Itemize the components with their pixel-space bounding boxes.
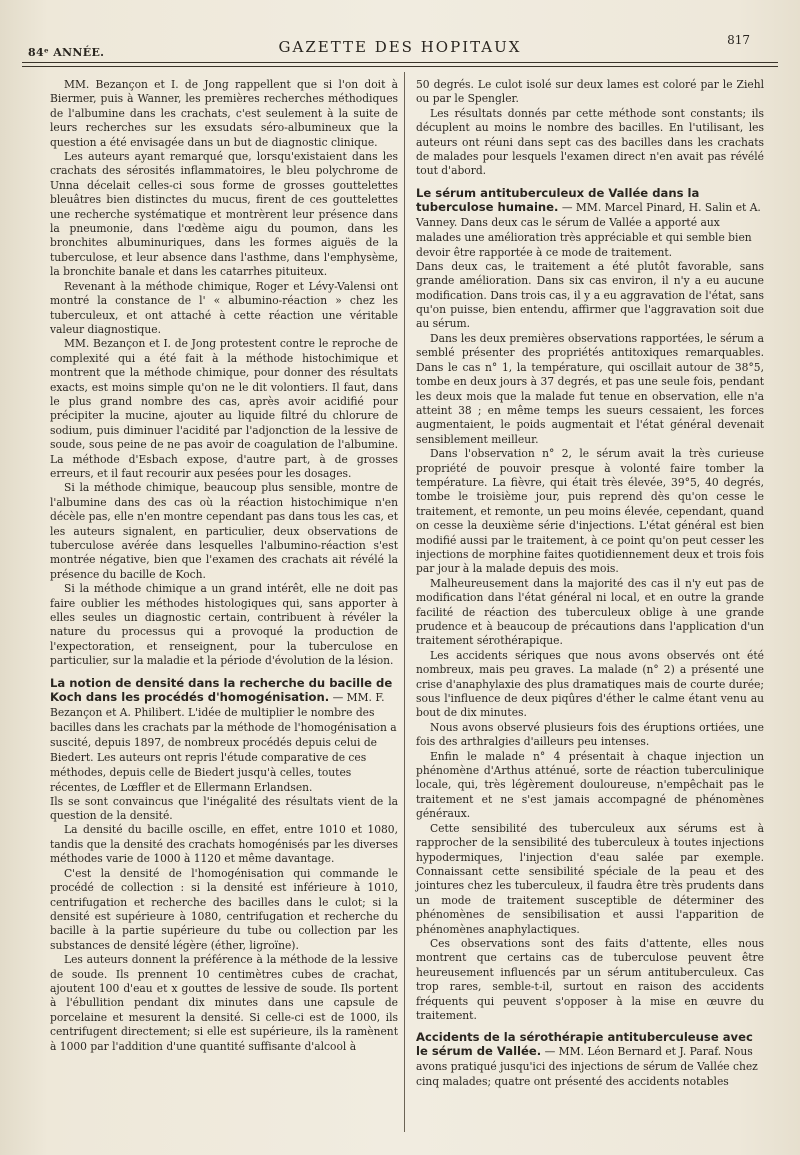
paragraph: Malheureusement dans la majorité des cas il n'y eut pas de modification dans l'état général ni local, et en outre la grande facilité de réaction des tuberculeux oblige à une grande prudence et à beaucoup de précautions dans l'application d'un traitement sérothérapique. xyxy=(416,576,764,648)
header-rule-thin xyxy=(22,66,778,67)
header-rule-thick xyxy=(22,62,778,63)
paragraph: Dans les deux premières observations rapportées, le sérum a semblé présenter des propriétés antitoxiques remarquables. Dans le cas n° 1, la température, qui oscillait autour de 38°5, tombe en deux jours à 37 degrés, et pas une seule fois, pendant les deux mois que la malade fut tenue en observation, elle n'a atteint 38 ; en même temps les sueurs cessaient, les forces augmentaient, le poids augmentait et l'état général devenait sensiblement meilleur. xyxy=(416,331,764,446)
paragraph: C'est la densité de l'homogénisation qui commande le procédé de collection : si la densité est inférieure à 1010, centrifugation et recherche des bacilles dans le culot; si la densité est supérieure à 1080, centrifugation et recherche du bacille à la partie supérieure du tube ou collection par les substances de densité légère (éther, ligroïne). xyxy=(50,866,398,952)
section-heading xyxy=(416,1030,764,1089)
section-heading-lead: — MM. Marcel Pinard, H. Salin et A. Vanney. Dans deux cas le sérum de Vallée a apporté aux malades une amélioration très appréciable et qui semble bien devoir être rapportée à ce mode de traitement. xyxy=(416,200,761,259)
section-heading-lead: — MM. Léon Bernard et J. Paraf. Nous avons pratiqué jusqu'ici des injections de sérum de Vallée chez cinq malades; quatre ont présenté des accidents notables xyxy=(416,1045,758,1089)
journal-title: GAZETTE DES HOPITAUX xyxy=(278,38,522,56)
paragraph: Dans deux cas, le traitement a été plutôt favorable, sans grande amélioration. Dans six cas environ, il n'y a eu aucune modification. Dans trois cas, il y a eu aggravation de l'état, sans qu'on puisse, bien entendu, affirmer que l'aggravation soit due au sérum. xyxy=(416,259,764,331)
paragraph: MM. Bezançon et I. de Jong protestent contre le reproche de complexité qui a été fait à la méthode histochimique et montrent que la méthode chimique, pour donner des résultats exacts, est moins simple qu'on ne le dit volontiers. Il faut, dans le plus grand nombre des cas, après avoir acidifié pour précipiter la mucine, ajouter au liquide filtré du chlorure de sodium, puis diminuer l'acidité par l'adjonction de la lessive de soude, sous peine de ne pas avoir de coagulation de l'albumine. La méthode d'Esbach expose, d'autre part, à de grosses erreurs, et il faut recourir aux pesées pour les dosages. xyxy=(50,337,398,480)
paragraph: Cette sensibilité des tuberculeux aux sérums est à rapprocher de la sensibilité des tuberculeux à toutes injections hypodermiques, l'injection d'eau salée par exemple. Connaissant cette sensibilité spéciale de la peau et des jointures chez les tuberculeux, il faudra être très prudents dans un mode de traitement susceptible de déterminer des phénomènes de sensibilisation et aussi l'apparition de phénomènes anaphylactiques. xyxy=(416,821,764,936)
year-label: 84ᵉ ANNÉE. xyxy=(28,46,105,59)
paragraph: Les auteurs donnent la préférence à la méthode de la lessive de soude. Ils prennent 10 centimètres cubes de crachat, ajoutent 100 d'eau et x gouttes de lessive de soude. Ils portent à l'ébullition pendant dix minutes dans une capsule de porcelaine et mesurent la densité. Si celle-ci est de 1000, ils centrifugent directement; si elle est supérieure, ils la ramènent à 1000 par l'addition d'une quantité suffisante d'alcool à xyxy=(50,953,398,1053)
section-heading xyxy=(50,676,398,795)
section-heading-title: La notion de densité dans la recherche du bacille de Koch dans les procédés d'homogénisation. xyxy=(50,675,393,704)
paragraph: Les auteurs ayant remarqué que, lorsqu'existaient dans les crachats des sérosités inflammatoires, le bleu polychrome de Unna décelait celles-ci sous forme de grosses gouttelettes bleuâtres bien distinctes du mucus, firent de ces gouttelettes une recherche systématique et montrèrent leur présence dans la pneumonie, dans l'œdème aigu du poumon, dans les bronchites albuminuriques, dans les formes aiguës de la tuberculose, et leur absence dans l'asthme, dans l'emphysème, la bronchite banale et dans les catarrhes pituiteux. xyxy=(50,150,398,279)
paragraph: Enfin le malade n° 4 présentait à chaque injection un phénomène d'Arthus atténué, sorte de réaction tuberculinique locale, qui, très légèrement douloureuse, n'empêchait pas le traitement et ne s'est jamais accompagné de phénomènes généraux. xyxy=(416,749,764,821)
paragraph: Si la méthode chimique a un grand intérêt, elle ne doit pas faire oublier les méthodes histologiques qui, sans apporter à elles seules un diagnostic certain, contribuent à révéler la nature du processus qui a provoqué la production de l'expectoration, et renseignent, pour la tuberculose en particulier, sur la maladie et la période d'évolution de la lésion. xyxy=(50,582,398,668)
paragraph: Dans l'observation n° 2, le sérum avait la très curieuse propriété de pouvoir presque à volonté faire tomber la température. La fièvre, qui était très élevée, 39°5, 40 degrés, tombe le troisième jour, puis reprend dès qu'on cesse le traitement, et remonte, un peu moins élevée, cependant, quand on cesse la deuxième série d'injections. L'état général est bien modifié aussi par le traitement, à ce point qu'on peut cesser les injections de morphine faites quotidiennement deux et trois fois par jour à la malade depuis des mois. xyxy=(416,447,764,576)
column-divider xyxy=(404,72,405,1132)
right-column xyxy=(416,78,764,1089)
paragraph: Si la méthode chimique, beaucoup plus sensible, montre de l'albumine dans des cas où la réaction histochimique n'en décèle pas, elle n'en montre cependant pas dans tous les cas, et les auteurs signalent, en particulier, deux observations de tuberculose avérée dans lesquelles l'albumino-réaction s'est montrée négative, bien que l'examen des crachats ait révélé la présence du bacille de Koch. xyxy=(50,481,398,581)
section-heading-title: Le sérum antituberculeux de Vallée dans la tuberculose humaine. xyxy=(416,185,700,214)
page-number: 817 xyxy=(727,33,750,47)
paragraph: Revenant à la méthode chimique, Roger et Lévy-Valensi ont montré la constance de l' « albumino-réaction » chez les tuberculeux, et ont attaché à cette réaction une véritable valeur diagnostique. xyxy=(50,279,398,336)
paragraph: MM. Bezançon et I. de Jong rappellent que si l'on doit à Biermer, puis à Wanner, les premières recherches méthodiques de l'albumine dans les crachats, c'est seulement à la suite de leurs recherches sur les exsudats séro-albumineux que la question a été envisagée dans un but de diagnostic clinique. xyxy=(50,78,398,149)
section-heading xyxy=(416,186,764,260)
paragraph: Ces observations sont des faits d'attente, elles nous montrent que certains cas de tuberculose peuvent être heureusement influencés par un sérum antituberculeux. Cas trop rares, semble-t-il, surtout en raison des accidents fréquents qui peuvent s'opposer à la mise en œuvre du traitement. xyxy=(416,936,764,1022)
paragraph: Les accidents sériques que nous avons observés ont été nombreux, mais peu graves. La malade (n° 2) a présenté une crise d'anaphylaxie des plus dramatiques mais de courte durée; sous l'influence de deux piqûres d'éther le calme étant venu au bout de dix minutes. xyxy=(416,648,764,720)
paragraph: Ils se sont convaincus que l'inégalité des résultats vient de la question de la densité. xyxy=(50,794,398,823)
section-heading-lead: — MM. F. Bezançon et A. Philibert. L'idée de multiplier le nombre des bacilles dans les crachats par la méthode de l'homogénisation a suscité, depuis 1897, de nombreux procédés depuis celui de Biedert. Les auteurs ont repris l'étude comparative de ces méthodes, depuis celle de Biedert jusqu'à celles, toutes récentes, de Lœffler et de Ellermann Erlandsen. xyxy=(50,690,397,794)
paragraph: La densité du bacille oscille, en effet, entre 1010 et 1080, tandis que la densité des crachats homogénisés par les diverses méthodes varie de 1000 à 1120 et même davantage. xyxy=(50,823,398,866)
left-column xyxy=(50,78,398,1054)
paragraph: Les résultats donnés par cette méthode sont constants; ils décuplent au moins le nombre des bacilles. En l'utilisant, les auteurs ont réuni dans sept cas des bacilles dans les crachats de malades pour lesquels l'examen direct n'en avait pas révélé tout d'abord. xyxy=(416,106,764,178)
section-heading-title: Accidents de la sérothérapie antituberculeuse avec le sérum de Vallée. xyxy=(416,1030,753,1059)
paragraph: 50 degrés. Le culot isolé sur deux lames est coloré par le Ziehl ou par le Spengler. xyxy=(416,78,764,106)
paragraph: Nous avons observé plusieurs fois des éruptions ortiées, une fois des arthralgies d'ailleurs peu intenses. xyxy=(416,720,764,749)
